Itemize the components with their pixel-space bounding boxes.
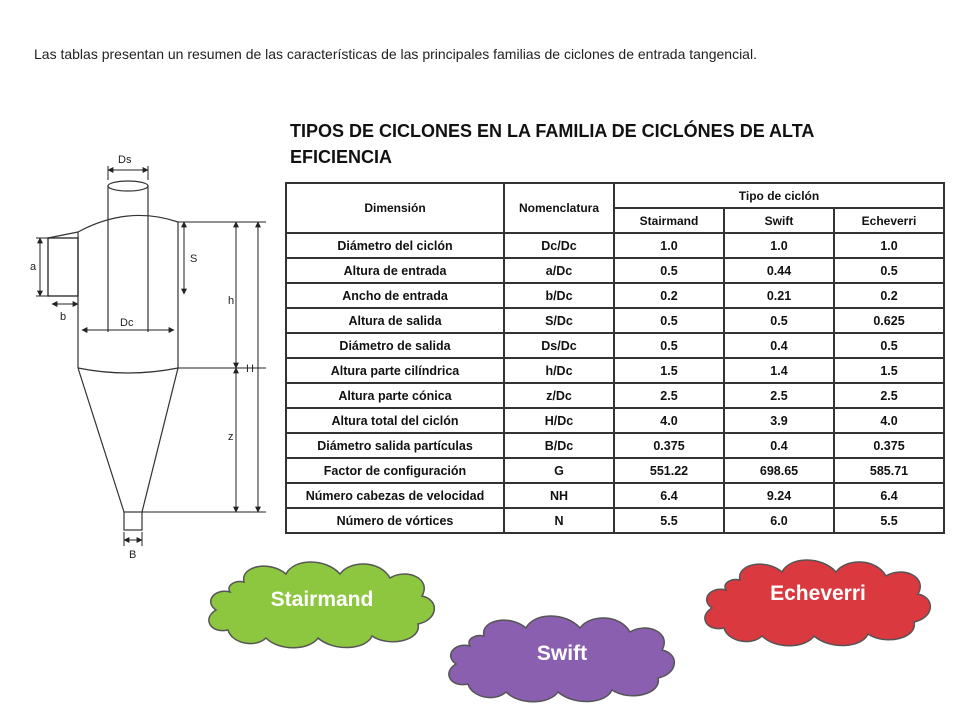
cell-nomenclature: S/Dc bbox=[504, 308, 614, 333]
header-nomenclature: Nomenclatura bbox=[504, 183, 614, 233]
cell-value: 2.5 bbox=[614, 383, 724, 408]
cell-dimension: Número cabezas de velocidad bbox=[286, 483, 504, 508]
cloud-label-echeverri: Echeverri bbox=[770, 582, 866, 605]
header-type-echeverri: Echeverri bbox=[834, 208, 944, 233]
header-type-stairmand: Stairmand bbox=[614, 208, 724, 233]
cell-value: 0.4 bbox=[724, 333, 834, 358]
cloud-label-swift: Swift bbox=[536, 642, 588, 665]
cell-nomenclature: B/Dc bbox=[504, 433, 614, 458]
cell-nomenclature: H/Dc bbox=[504, 408, 614, 433]
cell-value: 9.24 bbox=[724, 483, 834, 508]
label-big-h: H bbox=[246, 363, 254, 375]
cell-dimension: Altura total del ciclón bbox=[286, 408, 504, 433]
cell-value: 0.625 bbox=[834, 308, 944, 333]
cell-value: 0.5 bbox=[614, 333, 724, 358]
cell-dimension: Diámetro salida partículas bbox=[286, 433, 504, 458]
cell-value: 0.5 bbox=[834, 333, 944, 358]
header-type-swift: Swift bbox=[724, 208, 834, 233]
label-h: h bbox=[228, 295, 235, 307]
cloud-swift bbox=[440, 606, 684, 708]
cell-value: 2.5 bbox=[724, 383, 834, 408]
label-z: z bbox=[228, 431, 234, 443]
table-row bbox=[286, 358, 944, 383]
cell-nomenclature: NH bbox=[504, 483, 614, 508]
cell-value: 4.0 bbox=[614, 408, 724, 433]
cell-value: 0.5 bbox=[614, 258, 724, 283]
cell-nomenclature: G bbox=[504, 458, 614, 483]
table-row bbox=[286, 408, 944, 433]
cell-value: 0.21 bbox=[724, 283, 834, 308]
cell-value: 0.5 bbox=[834, 258, 944, 283]
table-row bbox=[286, 258, 944, 283]
table-row bbox=[286, 458, 944, 483]
cell-value: 1.5 bbox=[614, 358, 724, 383]
cell-value: 6.4 bbox=[614, 483, 724, 508]
cell-value: 0.375 bbox=[834, 433, 944, 458]
label-dc: Dc bbox=[120, 317, 134, 329]
cell-nomenclature: Dc/Dc bbox=[504, 233, 614, 258]
cell-value: 5.5 bbox=[614, 508, 724, 533]
cell-value: 4.0 bbox=[834, 408, 944, 433]
table-row bbox=[286, 308, 944, 333]
cell-dimension: Altura parte cilíndrica bbox=[286, 358, 504, 383]
cell-value: 0.4 bbox=[724, 433, 834, 458]
cell-value: 698.65 bbox=[724, 458, 834, 483]
cell-nomenclature: N bbox=[504, 508, 614, 533]
cell-value: 6.0 bbox=[724, 508, 834, 533]
cyclone-drawing bbox=[4, 150, 274, 570]
cell-value: 3.9 bbox=[724, 408, 834, 433]
table-row bbox=[286, 233, 944, 258]
header-dimension: Dimensión bbox=[286, 183, 504, 233]
cell-value: 551.22 bbox=[614, 458, 724, 483]
cell-dimension: Altura parte cónica bbox=[286, 383, 504, 408]
cell-nomenclature: z/Dc bbox=[504, 383, 614, 408]
cell-nomenclature: h/Dc bbox=[504, 358, 614, 383]
intro-text: Las tablas presentan un resumen de las características de las principales familias de ciclones de entrada tangencial. bbox=[34, 46, 757, 62]
cell-dimension: Número de vórtices bbox=[286, 508, 504, 533]
cell-nomenclature: Ds/Dc bbox=[504, 333, 614, 358]
cell-value: 585.71 bbox=[834, 458, 944, 483]
cell-value: 6.4 bbox=[834, 483, 944, 508]
cell-dimension: Factor de configuración bbox=[286, 458, 504, 483]
cell-value: 0.2 bbox=[834, 283, 944, 308]
table-row bbox=[286, 508, 944, 533]
cell-dimension: Diámetro del ciclón bbox=[286, 233, 504, 258]
cell-value: 1.5 bbox=[834, 358, 944, 383]
cell-value: 1.0 bbox=[614, 233, 724, 258]
cell-value: 1.0 bbox=[834, 233, 944, 258]
cell-value: 1.0 bbox=[724, 233, 834, 258]
label-b: b bbox=[60, 311, 67, 323]
cell-value: 0.2 bbox=[614, 283, 724, 308]
cyclone-diagram bbox=[4, 150, 274, 575]
cell-value: 0.44 bbox=[724, 258, 834, 283]
cyclone-table-wrapper bbox=[285, 182, 945, 534]
label-a: a bbox=[30, 261, 37, 273]
cell-value: 0.5 bbox=[614, 308, 724, 333]
page-title: TIPOS DE CICLONES EN LA FAMILIA DE CICLÓNES DE ALTA EFICIENCIA bbox=[290, 121, 814, 167]
cell-dimension: Diámetro de salida bbox=[286, 333, 504, 358]
cell-dimension: Altura de salida bbox=[286, 308, 504, 333]
cloud-echeverri bbox=[696, 550, 940, 652]
label-s: S bbox=[190, 253, 198, 265]
table-row bbox=[286, 283, 944, 308]
cell-value: 5.5 bbox=[834, 508, 944, 533]
cell-dimension: Ancho de entrada bbox=[286, 283, 504, 308]
table-row bbox=[286, 433, 944, 458]
cell-value: 0.5 bbox=[724, 308, 834, 333]
cell-dimension: Altura de entrada bbox=[286, 258, 504, 283]
cell-nomenclature: b/Dc bbox=[504, 283, 614, 308]
cell-value: 0.375 bbox=[614, 433, 724, 458]
cloud-stairmand bbox=[200, 552, 444, 654]
cloud-label-stairmand: Stairmand bbox=[270, 588, 374, 611]
cyclone-table bbox=[285, 182, 945, 534]
table-row bbox=[286, 333, 944, 358]
cell-value: 1.4 bbox=[724, 358, 834, 383]
table-row bbox=[286, 383, 944, 408]
header-type: Tipo de ciclón bbox=[614, 183, 944, 208]
table-row bbox=[286, 483, 944, 508]
label-big-b: B bbox=[129, 549, 137, 561]
cell-nomenclature: a/Dc bbox=[504, 258, 614, 283]
label-ds: Ds bbox=[118, 154, 132, 166]
cell-value: 2.5 bbox=[834, 383, 944, 408]
